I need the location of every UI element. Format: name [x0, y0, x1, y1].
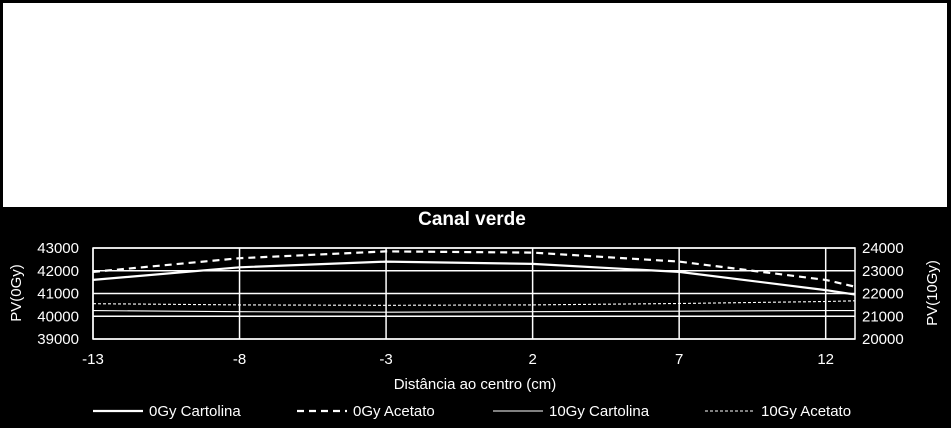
y-tick-label-left: 40000	[37, 308, 79, 326]
x-tick-label: 7	[674, 351, 684, 368]
legend-label: 0Gy Cartolina	[149, 403, 241, 420]
y-axis-label-right: PV(10Gy)	[924, 260, 941, 326]
x-tick-label: 2	[528, 351, 537, 368]
y-tick-label-right: 22000	[862, 285, 904, 303]
y-axis-label-left: PV(0Gy)	[8, 264, 25, 322]
y-tick-label-right: 21000	[862, 308, 904, 326]
y-tick-label-left: 41000	[37, 285, 79, 303]
y-tick-label-left: 43000	[37, 240, 79, 257]
legend	[93, 403, 851, 420]
series-layer	[93, 251, 855, 312]
tick-layer	[37, 240, 903, 368]
x-tick-label: -8	[232, 351, 247, 368]
x-tick-label: 12	[817, 351, 835, 368]
x-axis-label: Distância ao centro (cm)	[393, 376, 557, 393]
legend-label: 10Gy Cartolina	[549, 403, 650, 420]
y-tick-label-right: 24000	[862, 240, 904, 257]
x-tick-label: -3	[379, 351, 393, 368]
y-tick-label-left: 42000	[37, 262, 79, 280]
chart-title: Canal verde	[418, 209, 526, 230]
y-tick-label-right: 20000	[862, 331, 904, 348]
series-line	[93, 311, 855, 313]
y-tick-label-right: 23000	[862, 262, 904, 280]
y-tick-label-left: 39000	[37, 331, 79, 348]
series-line	[93, 301, 855, 306]
series-line	[93, 262, 855, 295]
legend-label: 0Gy Acetato	[353, 403, 435, 420]
x-tick-label: -13	[82, 351, 104, 368]
legend-label: 10Gy Acetato	[761, 403, 852, 420]
